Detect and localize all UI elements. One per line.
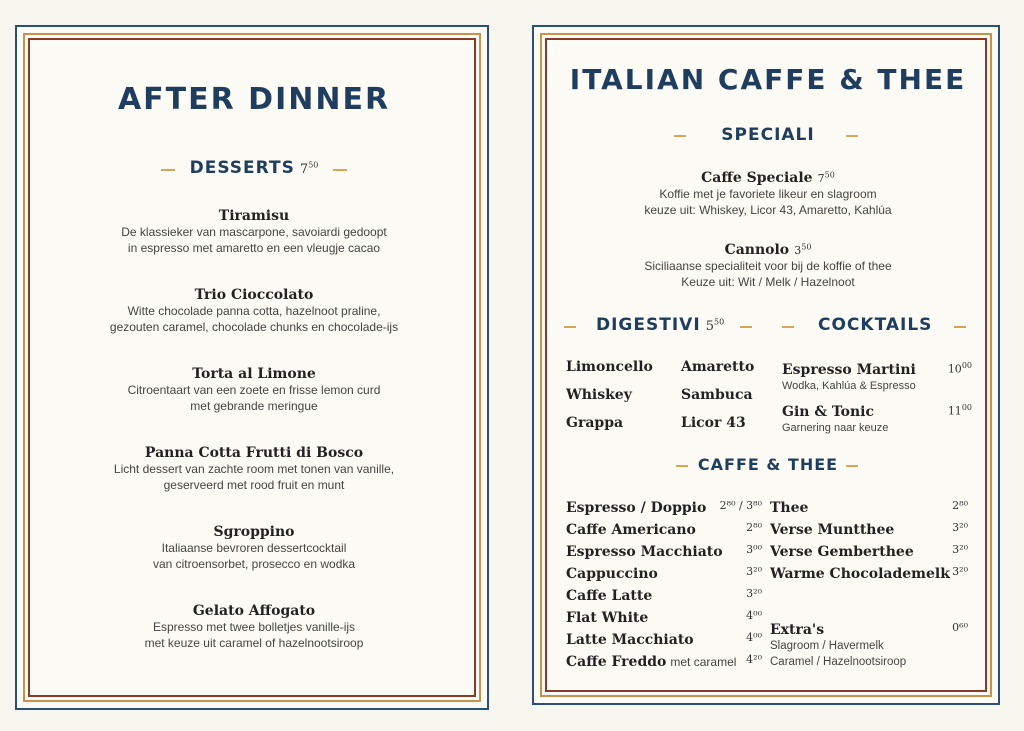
speciali-item [534, 167, 1002, 218]
item-price: $10^{00}$ [947, 361, 972, 376]
item-desc: in espresso met amaretto en een vleugje cacao [127, 241, 381, 255]
digestivi-item: Sambuca [681, 387, 753, 403]
ornament-right [740, 326, 752, 328]
thee-item [770, 497, 968, 516]
item-desc: Caramel / Hazelnootsiroop [770, 656, 907, 668]
item-price: 3²⁰ [952, 565, 968, 578]
desserts-price: $7^{50}$ [299, 160, 319, 177]
caffe-item [566, 541, 762, 560]
item-name: Caffe Freddo [566, 654, 667, 670]
item-name: Cannolo [724, 242, 790, 258]
dessert-item [17, 366, 491, 414]
item-name: Caffe Americano [566, 522, 696, 538]
item-price: 3²⁰ [952, 521, 968, 534]
digestivi-price: $5^{50}$ [705, 317, 725, 334]
dessert-item [17, 445, 491, 493]
caffe-item [566, 497, 762, 516]
item-name: Tiramisu [218, 208, 290, 224]
item-price: 4²⁰ [746, 653, 762, 666]
dessert-item [17, 208, 491, 256]
item-name: Caffe Speciale [701, 170, 813, 186]
item-price: 4⁰⁰ [746, 631, 762, 644]
dessert-item [17, 603, 491, 651]
thee-item [770, 541, 968, 560]
caffe-item [566, 519, 762, 538]
extras-item [770, 619, 968, 670]
item-desc: gezouten caramel, chocolade chunks en chocolade-ijs [109, 320, 399, 334]
item-desc: Slagroom / Havermelk [770, 640, 884, 652]
item-name: Verse Gemberthee [770, 544, 914, 560]
item-desc: geserveerd met rood fruit en munt [163, 478, 345, 492]
digestivi-label: DIGESTIVI [596, 315, 701, 335]
page-title: ITALIAN CAFFE & THEE [569, 63, 967, 96]
item-desc: Keuze uit: Wit / Melk / Hazelnoot [681, 275, 855, 289]
item-price: $11^{00}$ [947, 403, 972, 418]
caffe-item [566, 585, 762, 604]
item-price: $7^{50}$ [817, 170, 835, 185]
item-price: 3⁰⁰ [746, 543, 762, 556]
dessert-item [17, 287, 491, 335]
speciali-item [534, 239, 1002, 290]
item-name: Torta al Limone [192, 366, 316, 382]
item-name: Espresso Martini [782, 362, 916, 378]
item-price: $3^{50}$ [794, 242, 812, 257]
item-price: 4⁰⁰ [746, 609, 762, 622]
digestivi-item: Licor 43 [681, 415, 746, 431]
item-price: 3²⁰ [952, 543, 968, 556]
caffe-item [566, 651, 762, 670]
item-name: Espresso / Doppio [566, 500, 707, 516]
item-name: Panna Cotta Frutti di Bosco [144, 445, 364, 461]
item-name: Sgroppino [213, 524, 295, 540]
caffe-item [566, 563, 762, 582]
item-extra: met caramel [670, 655, 737, 669]
ornament-right [954, 326, 966, 328]
item-price: 3²⁰ [746, 565, 762, 578]
speciali-heading: SPECIALI [721, 125, 815, 145]
item-name: Gelato Affogato [192, 603, 316, 619]
item-name: Thee [770, 500, 809, 516]
item-name: Verse Muntthee [770, 522, 895, 538]
item-desc: Citroentaart van een zoete en frisse lemon curd [127, 383, 381, 397]
caffe-item [566, 629, 762, 648]
item-price: 2⁸⁰ [746, 521, 762, 534]
item-desc: Italiaanse bevroren dessertcocktail [161, 541, 347, 555]
ornament-left [564, 326, 576, 328]
item-name: Caffe Latte [566, 588, 653, 604]
page-title: AFTER DINNER [117, 82, 391, 117]
item-price: 2⁸⁰ [952, 499, 968, 512]
item-desc: Espresso met twee bolletjes vanille-ijs [152, 620, 356, 634]
item-desc: Licht dessert van zachte room met tonen van vanille, [113, 462, 395, 476]
digestivi-item: Limoncello [566, 359, 653, 375]
thee-item [770, 563, 968, 582]
item-name: Warme Chocolademelk [770, 566, 950, 582]
caffe-item [566, 607, 762, 626]
item-desc: met keuze uit caramel of hazelnootsiroop [144, 636, 364, 650]
item-name: Extra's [770, 622, 825, 638]
item-name: Espresso Macchiato [566, 544, 723, 560]
desserts-label: DESSERTS [189, 158, 295, 178]
caffe-thee-menu-page [532, 25, 1000, 705]
digestivi-item: Amaretto [681, 359, 755, 375]
caffe-thee-heading: CAFFE & THEE [697, 455, 839, 474]
cocktails-heading: COCKTAILS [818, 315, 933, 335]
item-price: 2⁸⁰ / 3⁸⁰ [719, 499, 762, 512]
item-desc: De klassieker van mascarpone, savoiardi gedoopt [121, 225, 387, 239]
item-desc: Wodka, Kahlúa & Espresso [782, 380, 916, 392]
digestivi-item: Whiskey [566, 387, 632, 403]
item-name: Trio Cioccolato [194, 287, 314, 303]
dessert-item [17, 524, 491, 572]
thee-item [770, 519, 968, 538]
digestivi-heading [596, 315, 724, 335]
item-desc: Witte chocolade panna cotta, hazelnoot praline, [127, 304, 381, 318]
item-desc: Koffie met je favoriete likeur en slagroom [659, 187, 877, 201]
desserts-heading [17, 158, 491, 178]
cocktail-item [782, 401, 972, 436]
item-desc: met gebrande meringue [190, 399, 318, 413]
item-desc: Siciliaanse specialiteit voor bij de koffie of thee [644, 259, 892, 273]
cocktail-item [782, 359, 972, 394]
item-price: 3²⁰ [746, 587, 762, 600]
item-name: Flat White [566, 610, 649, 626]
item-desc: van citroensorbet, prosecco en wodka [152, 557, 356, 571]
item-desc: keuze uit: Whiskey, Licor 43, Amaretto, Kahlúa [644, 203, 892, 217]
item-name: Cappuccino [566, 566, 658, 582]
item-name: Latte Macchiato [566, 632, 694, 648]
item-desc: Garnering naar keuze [782, 422, 889, 434]
ornament-left [782, 326, 794, 328]
item-price: 0⁶⁰ [952, 621, 968, 634]
after-dinner-menu-page [15, 25, 489, 710]
digestivi-item: Grappa [566, 415, 624, 431]
item-name: Gin & Tonic [782, 404, 875, 420]
